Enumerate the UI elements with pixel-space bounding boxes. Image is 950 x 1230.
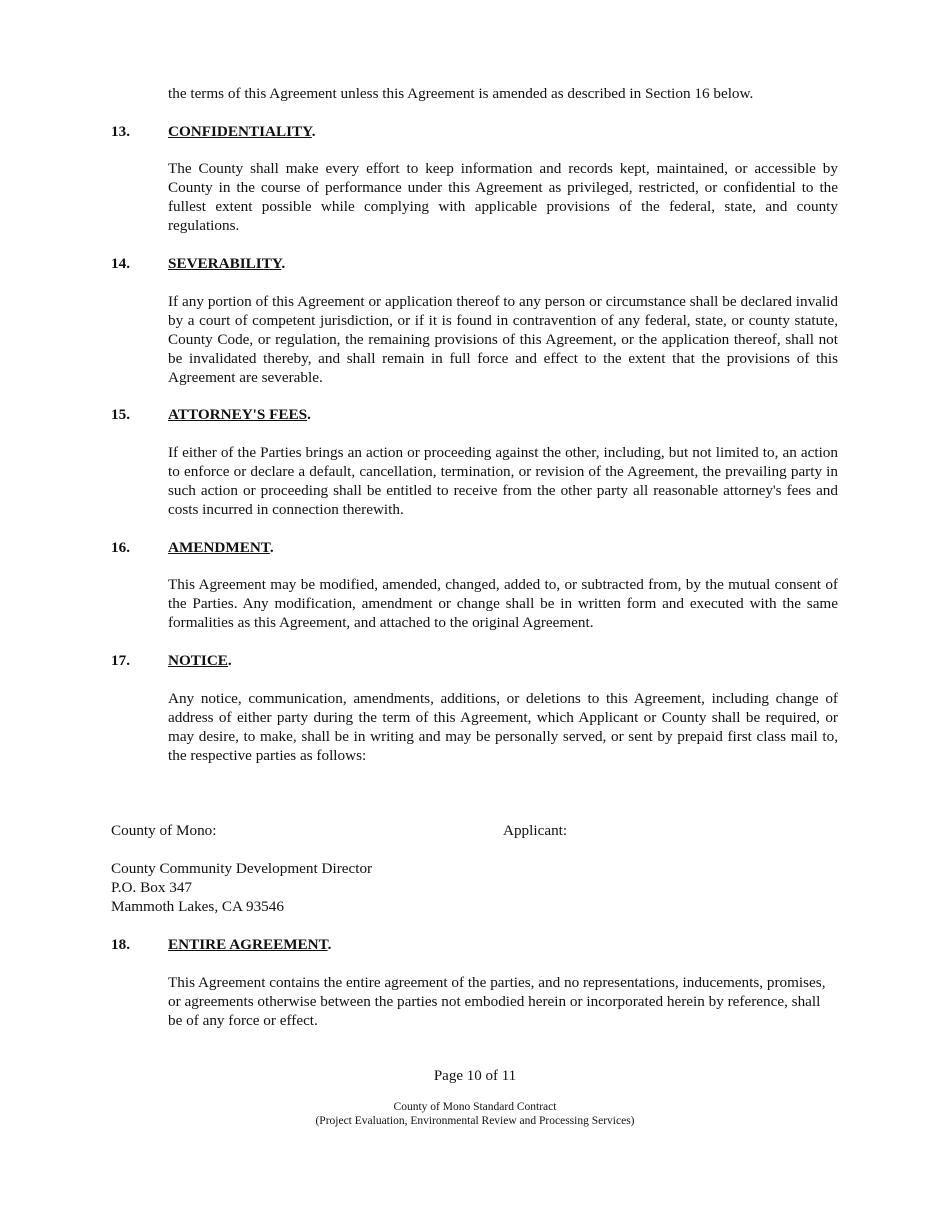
section-18-title: ENTIRE AGREEMENT bbox=[168, 936, 328, 953]
county-address-line-2: P.O. Box 347 bbox=[111, 879, 193, 896]
intro-paragraph: the terms of this Agreement unless this Agreement is amended as described in Section 16 below. bbox=[168, 85, 754, 102]
section-16-number: 16. bbox=[111, 539, 130, 556]
section-17-title: NOTICE bbox=[168, 652, 228, 669]
section-15-body: If either of the Parties brings an action or proceeding against the other, including, but not limited to, an action to enforce or declare a default, cancellation, termination, or revision of the Agreement, the prevailing party in such action or proceeding shall be entitled to receive from the other party all reasonable attorney's fees and costs incurred in connection therewith. bbox=[168, 444, 838, 518]
footer-line-2: (Project Evaluation, Environmental Review and Processing Services) bbox=[315, 1115, 635, 1127]
section-16-title: AMENDMENT bbox=[168, 539, 270, 556]
section-16-title-period: . bbox=[269, 539, 274, 556]
section-17-number: 17. bbox=[111, 652, 130, 669]
section-18-number: 18. bbox=[111, 936, 130, 953]
page-number: Page 10 of 11 bbox=[433, 1068, 517, 1084]
section-13-body: The County shall make every effort to keep information and records kept, maintained, or accessible by County in the course of performance under this Agreement as privileged, restricted, or confidential to the fullest extent possible while complying with applicable provisions of the federal, state, and county regulations. bbox=[168, 160, 838, 234]
section-17-title-period: . bbox=[227, 652, 232, 669]
county-label: County of Mono: bbox=[111, 822, 217, 839]
section-18-body: This Agreement contains the entire agreement of the parties, and no representations, inducements, promises, or agreements otherwise between the parties not embodied herein or incorporated herein by reference, shall be of any force or effect. bbox=[168, 974, 826, 1029]
section-13-title: CONFIDENTIALITY bbox=[168, 123, 312, 140]
section-17-body: Any notice, communication, amendments, additions, or deletions to this Agreement, including change of address of either party during the term of this Agreement, which Applicant or County shall be required, or may desire, to make, shall be in writing and may be personally served, or sent by prepaid first class mail to, the respective parties as follows: bbox=[168, 690, 838, 764]
county-address-line-1: County Community Development Director bbox=[111, 860, 373, 877]
county-address-line-3: Mammoth Lakes, CA 93546 bbox=[111, 898, 284, 915]
section-14-title: SEVERABILITY bbox=[168, 255, 282, 272]
section-18-title-period: . bbox=[327, 936, 332, 953]
county-address bbox=[111, 859, 372, 916]
footer-line-1: County of Mono Standard Contract bbox=[393, 1101, 557, 1113]
section-16-body: This Agreement may be modified, amended, changed, added to, or subtracted from, by the mutual consent of the Parties. Any modification, amendment or change shall be in written form and executed with the same formalities as this Agreement, and attached to the original Agreement. bbox=[168, 576, 838, 631]
section-15-title-period: . bbox=[307, 406, 311, 423]
section-15-title: ATTORNEY'S FEES bbox=[168, 406, 308, 423]
section-14-body: If any portion of this Agreement or application thereof to any person or circumstance shall be declared invalid by a court of competent jurisdiction, or if it is found in contravention of any federal, state, or county statute, County Code, or regulation, the remaining provisions of this Agreement, or the application thereof, shall not be invalidated thereby, and shall remain in full force and effect to the extent that the provisions of this Agreement are severable. bbox=[168, 293, 838, 386]
section-15-number: 15. bbox=[111, 406, 130, 423]
page-footer bbox=[0, 1100, 950, 1128]
section-14-number: 14. bbox=[111, 255, 130, 272]
section-13-number: 13. bbox=[111, 123, 130, 140]
applicant-label: Applicant: bbox=[503, 822, 568, 839]
section-13-title-period: . bbox=[311, 123, 316, 140]
section-14-title-period: . bbox=[281, 255, 286, 272]
